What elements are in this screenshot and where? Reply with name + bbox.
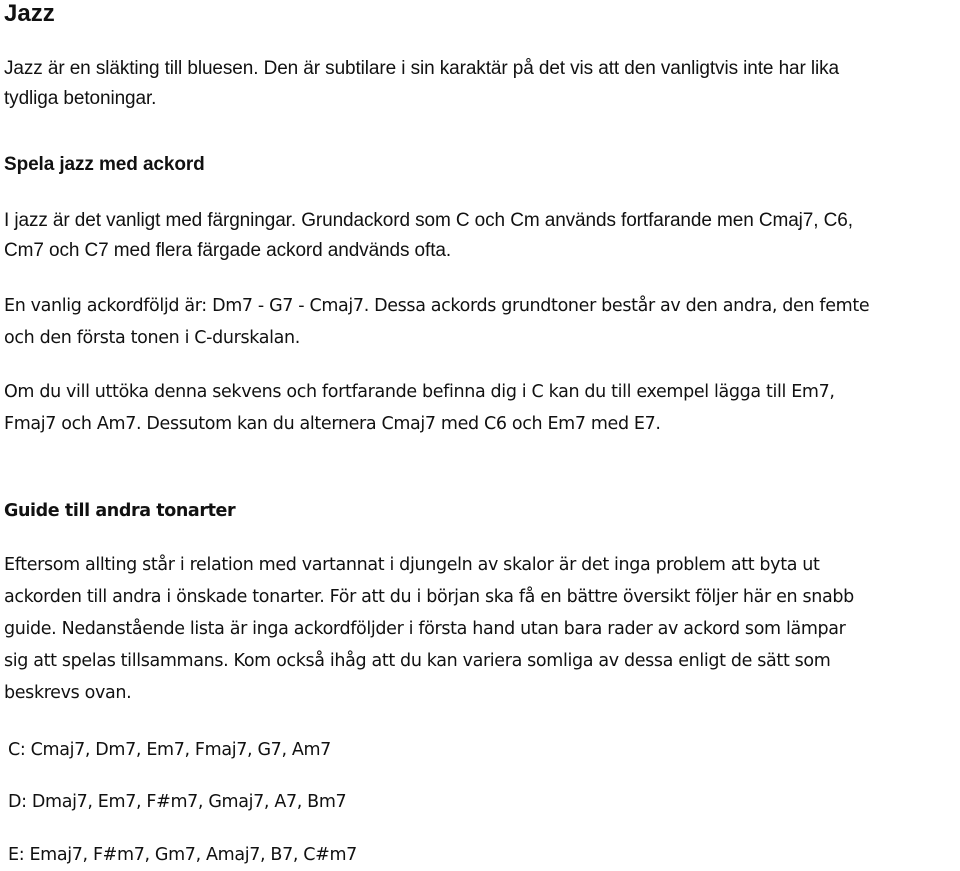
other-keys-line-1: Eftersom allting står i relation med vartannat i djungeln av skalor är det inga problem att byta ut — [4, 555, 820, 575]
section-heading-play-jazz: Spela jazz med ackord — [4, 154, 205, 175]
chord-progression-line-2: och den första tonen i C-durskalan. — [4, 328, 300, 348]
intro-line-1: Jazz är en släkting till bluesen. Den är subtilare i sin karaktär på det vis att den vanligtvis inte har lika — [4, 58, 840, 79]
section-heading-other-keys: Guide till andra tonarter — [4, 501, 236, 521]
chord-progression-line-1: En vanlig ackordföljd är: Dm7 - G7 - Cmaj7. Dessa ackords grundtoner består av den andra, den femte — [4, 296, 870, 316]
other-keys-paragraph — [4, 549, 854, 709]
chord-list-c: C: Cmaj7, Dm7, Em7, Fmaj7, G7, Am7 — [8, 740, 331, 760]
chord-progression-paragraph — [4, 290, 869, 354]
chord-coloring-line-1: I jazz är det vanligt med färgningar. Grundackord som C och Cm används fortfarande men Cmaj7, C6, — [4, 210, 853, 231]
chord-coloring-line-2: Cm7 och C7 med flera färgade ackord andvänds ofta. — [4, 240, 452, 261]
extend-sequence-line-1: Om du vill uttöka denna sekvens och fortfarande befinna dig i C kan du till exempel lägga till Em7, — [4, 382, 835, 402]
page-title: Jazz — [4, 0, 55, 27]
intro-line-2: tydliga betoningar. — [4, 88, 157, 109]
other-keys-line-3: guide. Nedanstående lista är inga ackordföljder i första hand utan bara rader av ackord som lämpar — [4, 619, 846, 639]
other-keys-line-4: sig att spelas tillsammans. Kom också ihåg att du kan variera somliga av dessa enligt de sätt som — [4, 651, 831, 671]
chord-list-d: D: Dmaj7, Em7, F#m7, Gmaj7, A7, Bm7 — [8, 792, 347, 812]
other-keys-line-2: ackorden till andra i önskade tonarter. För att du i början ska få en bättre översikt följer här en snabb — [4, 587, 854, 607]
chord-coloring-paragraph — [4, 206, 853, 266]
other-keys-line-5: beskrevs ovan. — [4, 683, 132, 703]
chord-list-e: E: Emaj7, F#m7, Gm7, Amaj7, B7, C#m7 — [8, 845, 357, 865]
extend-sequence-line-2: Fmaj7 och Am7. Dessutom kan du alternera Cmaj7 med C6 och Em7 med E7. — [4, 414, 661, 434]
extend-sequence-paragraph — [4, 376, 835, 440]
intro-paragraph — [4, 54, 839, 114]
